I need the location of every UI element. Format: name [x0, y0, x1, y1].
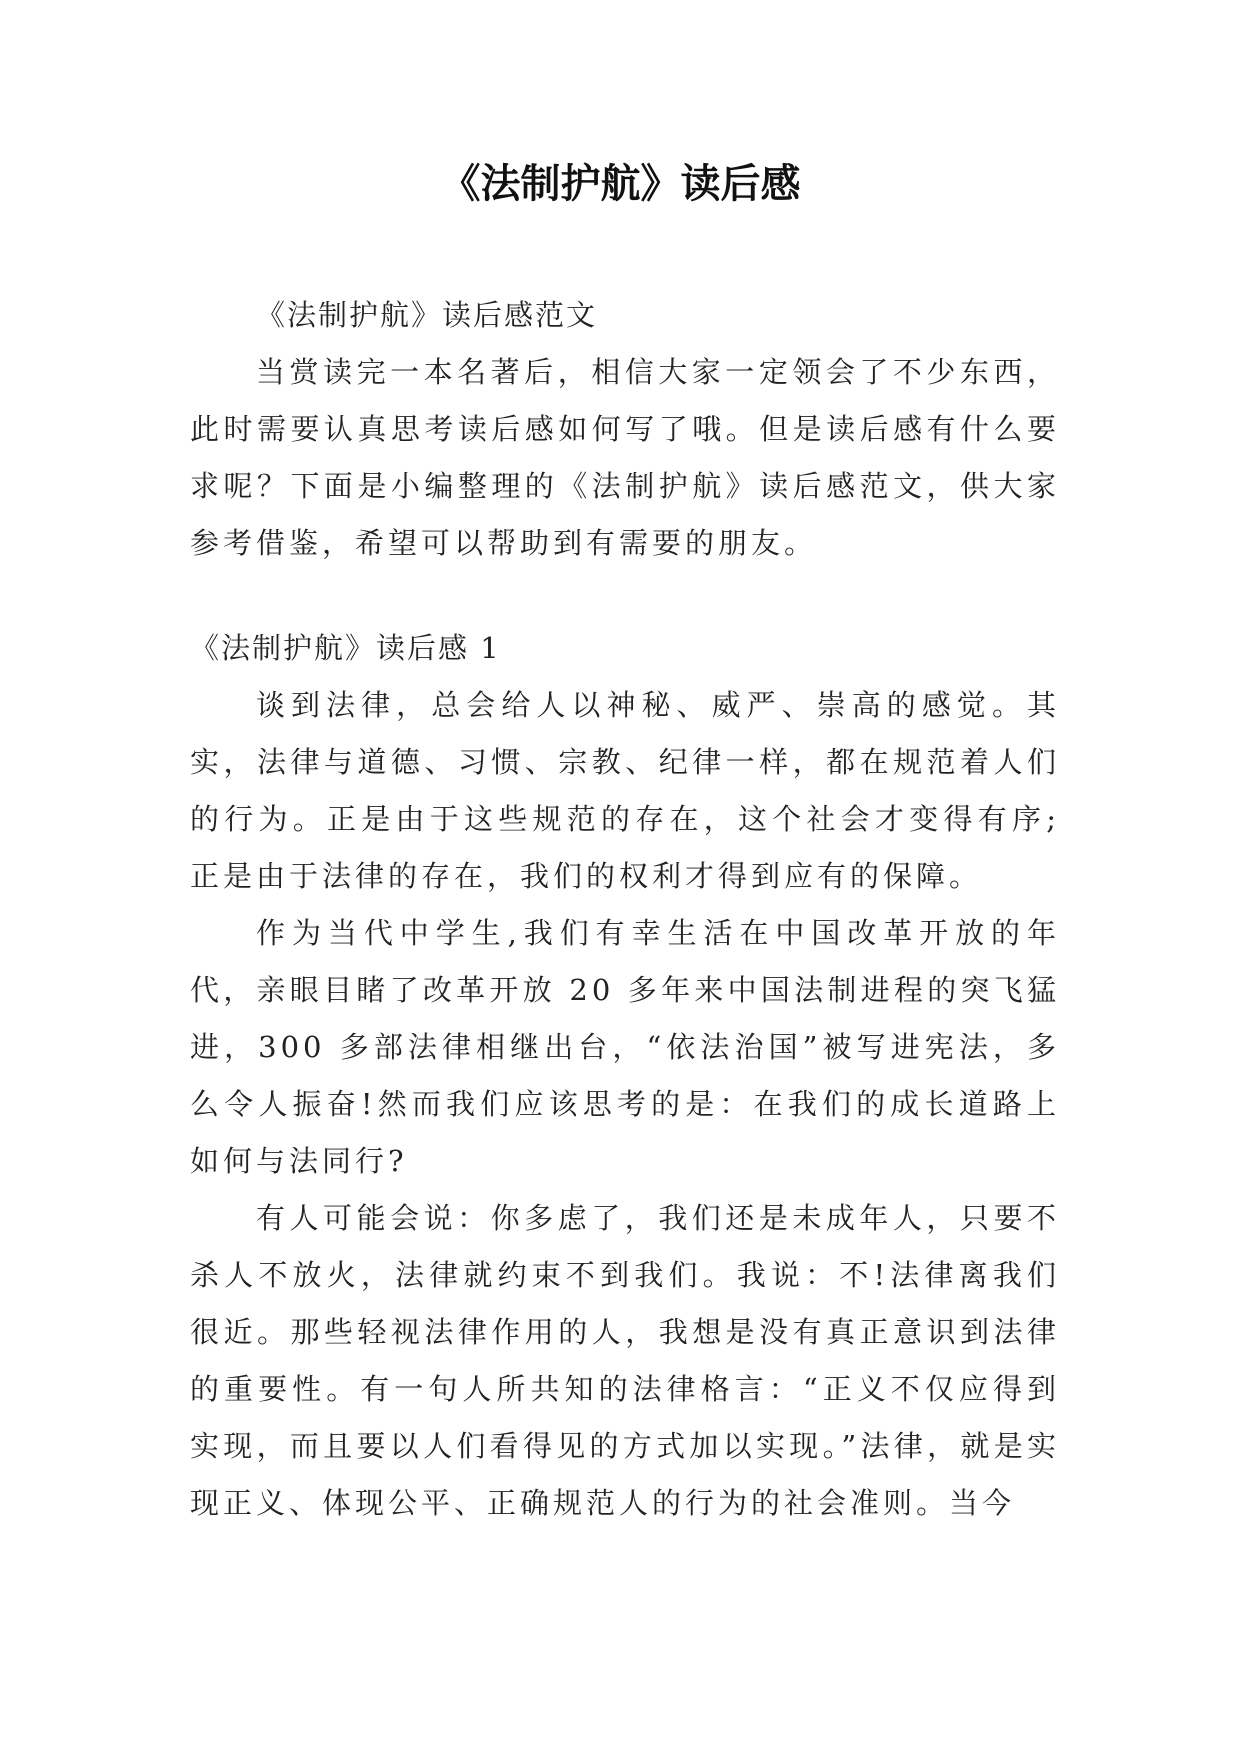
document-body: [190, 287, 1060, 1532]
body-paragraph: 作为当代中学生,我们有幸生活在中国改革开放的年代，亲眼目睹了改革开放 20 多年来中国法制进程的突飞猛进，300 多部法律相继出台，“依法治国”被写进宪法，多么令人振奋!然而我们应该思考的是：在我们的成长道路上如何与法同行?: [190, 916, 1060, 1178]
section-heading: 《法制护航》读后感 1: [190, 631, 501, 665]
document-title: 《法制护航》读后感: [440, 161, 801, 207]
intro-paragraph: 当赏读完一本名著后，相信大家一定领会了不少东西，此时需要认真思考读后感如何写了哦。但是读后感有什么要求呢？下面是小编整理的《法制护航》读后感范文，供大家参考借鉴，希望可以帮助到有需要的朋友。: [190, 355, 1060, 560]
document-subtitle: 《法制护航》读后感范文: [256, 298, 598, 332]
body-paragraph: 有人可能会说：你多虑了，我们还是未成年人，只要不杀人不放火，法律就约束不到我们。我说：不!法律离我们很近。那些轻视法律作用的人，我想是没有真正意识到法律的重要性。有一句人所共知的法律格言：“正义不仅应得到实现，而且要以人们看得见的方式加以实现。”法律，就是实现正义、体现公平、正确规范人的行为的社会准则。当今: [190, 1201, 1060, 1520]
body-paragraph: 谈到法律，总会给人以神秘、威严、崇高的感觉。其实，法律与道德、习惯、宗教、纪律一样，都在规范着人们的行为。正是由于这些规范的存在，这个社会才变得有序;正是由于法律的存在，我们的权利才得到应有的保障。: [190, 688, 1060, 893]
